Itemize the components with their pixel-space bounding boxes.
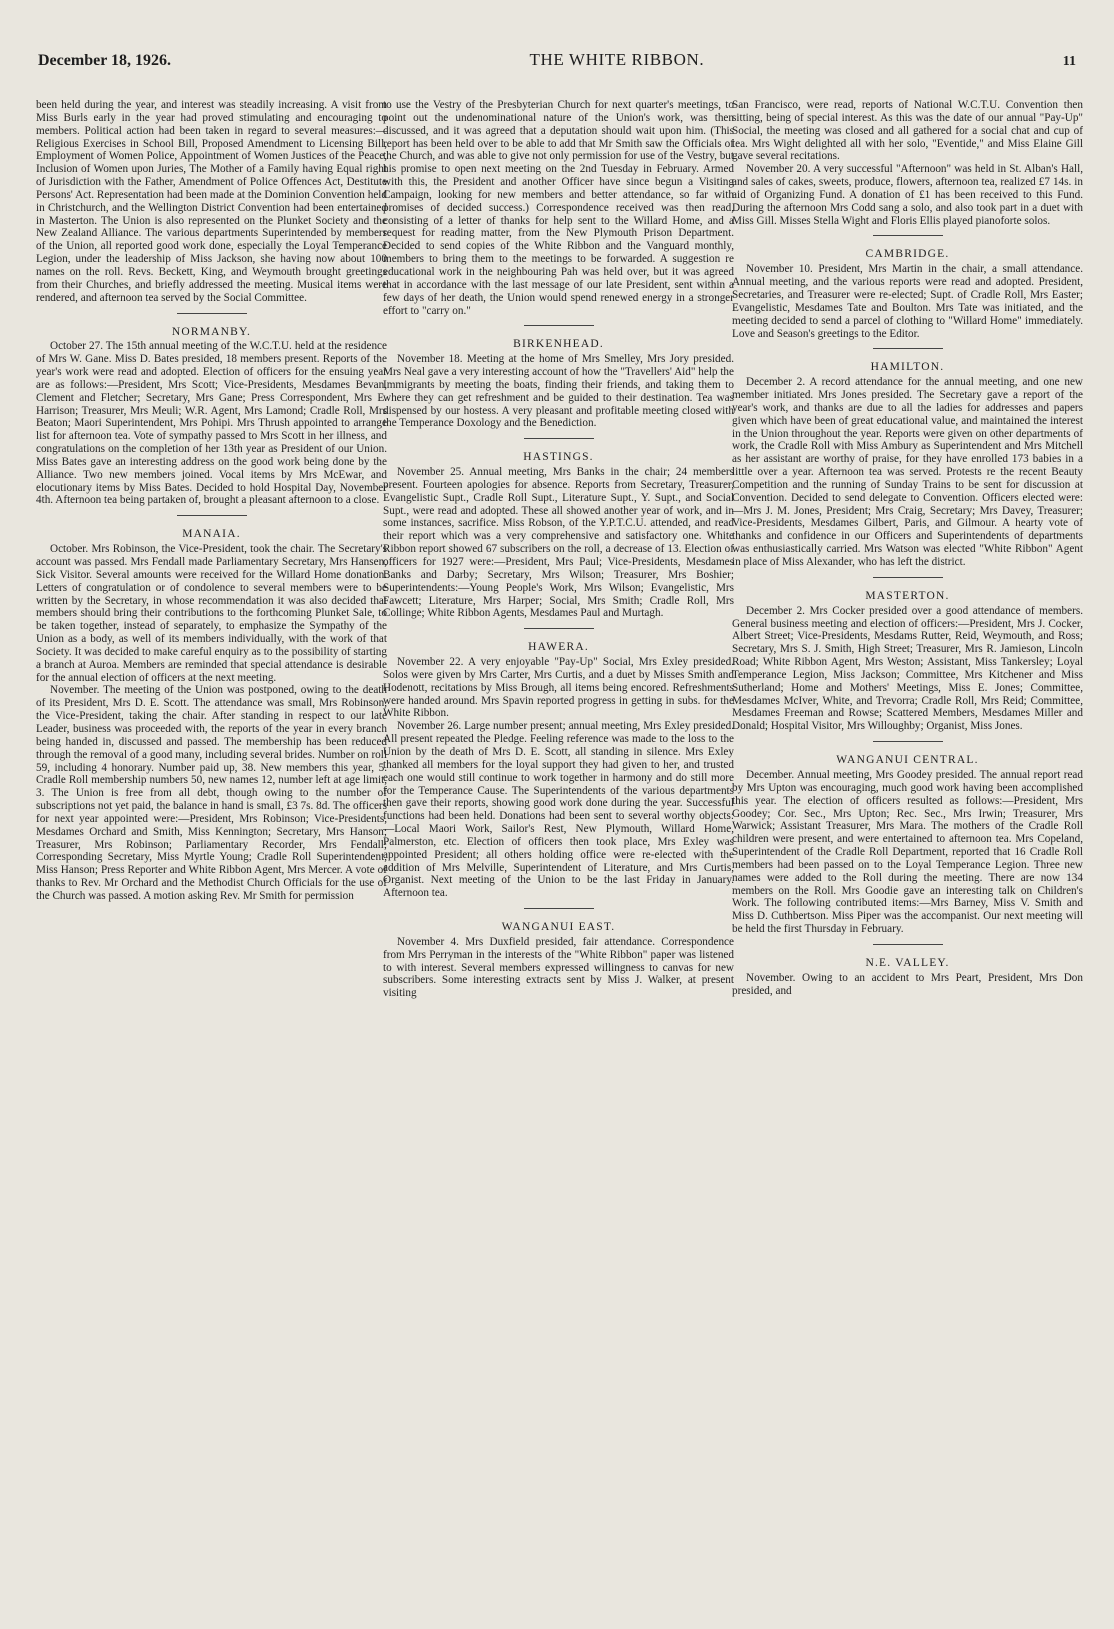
report-birkenhead: November 18. Meeting at the home of Mrs Smelley, Mrs Jory presided. Mrs Neal gave a very interesting account of how the "Travellers' Aid" help the Immigrants by meeting the boats, finding their friends, and taking them to where they can get refreshment and be guided to their destination. Tea was dispensed by our hostess. A very pleasant and profitable meeting closed with the Temperance Doxology and the Benediction.: [383, 353, 734, 430]
column-3: [732, 99, 1083, 1599]
section-divider: [873, 235, 943, 236]
report-wanganui-east-november: November 20. A very successful "Afternoon" was held in St. Alban's Hall, and sales of cakes, sweets, produce, flowers, afternoon tea, realized £7 14s. in aid of Organizing Fund. A donation of £1 has been received to this Fund. During the afternoon Mrs Codd sang a solo, and also took part in a duet with Miss Gill. Misses Stella Wight and Floris Ellis played pianoforte solos.: [732, 163, 1083, 227]
section-divider: [524, 908, 594, 909]
section-heading-normanby: NORMANBY.: [171, 325, 252, 338]
report-cambridge: November 10. President, Mrs Martin in the chair, a small attendance. Annual meeting, and the various reports were read and adopted. President, Secretaries, and Treasurer were re-elected; Supt. of Cradle Roll, Mrs Easter; Evangelistic, Mesdames Tate and Boulton. Mrs Tate was initiated, and the meeting decided to send a parcel of clothing to "Willard Home" immediately. Love and Season's greetings to the Editor.: [732, 263, 1083, 340]
report-wanganui-central: December. Annual meeting, Mrs Goodey presided. The annual report read by Mrs Upton was encouraging, much good work having been accomplished this year. The election of officers resulted as follows:—President, Mrs Goodey; Cor. Sec., Mrs Upton; Rec. Sec., Mrs Irwin; Treasurer, Mrs Warwick; Assistant Treasurer, Mrs Mara. The mothers of the Cradle Roll children were present, and were entertained to afternoon tea. Mrs Copeland, Superintendent of the Cradle Roll Department, reported that 16 Cradle Roll members had been passed on to the Loyal Temperance Legion. Three new names were added to the Roll during the meeting. There are now 134 members on the Roll. Mrs Goodie gave an interesting talk on Children's Work. The following contributed items:—Mrs Barney, Miss V. Smith and Miss D. Cuthbertson. Miss Piper was the accompanist. Our next meeting will be held the first Thursday in February.: [732, 768, 1083, 936]
section-heading-masterton: MASTERTON.: [865, 589, 950, 602]
section-heading-manaia: MANAIA.: [182, 528, 241, 541]
section-heading-wanganui-central: WANGANUI CENTRAL.: [836, 754, 979, 767]
section-heading-wanganui-east: WANGANUI EAST.: [501, 921, 616, 934]
section-divider: [524, 325, 594, 326]
column-1: [36, 99, 387, 1599]
continued-report: been held during the year, and interest was steadily increasing. A visit from Miss Burls early in the year had proved stimulating and encouraging to members. Political action had been taken in regard to several measures:—Religious Exercises in School Bill, Proposed Amendment to Licensing Bill, Employment of Women Police, Appointment of Women Justices of the Peace, Inclusion of Women upon Juries, The Mother of a Family having Equal right of Jurisdiction with the Father, Amendment of Police Offences Act, Destitute Persons' Act. Representation had been made at the Dominion Convention held in Christchurch, and the Wellington District Convention had been entertained in Masterton. The Union is also represented on the Plunket Society and the New Zealand Alliance. The various departments Superintended by members of the Union, all reported good work done, especially the Loyal Temperance Legion, under the leadership of Miss Jackson, she having now about 100 names on the roll. Revs. Beckett, King, and Weymouth brought greetings from their Churches, and briefly addressed the meeting. Musical items were rendered, and afternoon tea served by the Social Committee.: [36, 99, 387, 304]
report-hawera-social: November 22. A very enjoyable "Pay-Up" Social, Mrs Exley presided. Solos were given by Mrs Carter, Mrs Curtis, and a duet by Misses Smith and Hodenott, recitations by Miss Brough, all items being encored. Refreshments were handed around. Mrs Spavin reported progress in getting in subs. for the White Ribbon.: [383, 656, 734, 720]
report-wanganui-east: November 4. Mrs Duxfield presided, fair attendance. Correspondence from Mrs Perryman in the interests of the "White Ribbon" paper was listened to with interest. Several members expressed willingness to canvas for new subscribers. Some interesting extracts sent by Miss J. Walker, at present visiting: [383, 935, 734, 1000]
continued-report: to use the Vestry of the Presbyterian Church for next quarter's meetings, to point out the undenominational nature of the Union's work, was then discussed, and it was agreed that a deputation should wait upon him. (This report has been held over to be able to add that Mr Smith saw the Officials of the Church, and was able to give not only permission for use of the Vestry, but his promise to open next meeting on the 2nd Tuesday in February. Armed with this, the President and another Officer have since begun a Visiting Campaign, looking for new members and better attendance, so far with promises of decided success.) Correspondence received was then read, consisting of a letter of thanks for help sent to the Willard Home, and a request for reading matter, from the New Plymouth Prison Department. Decided to send copies of the White Ribbon and the Vanguard monthly, members to bring them to the meetings to be forwarded. A suggestion re educational work in the neighbouring Pah was held over, but it was agreed that in accordance with the last message of our late President, sent within a few days of her death, the Union would spend renewed energy in a stronger effort to "carry on.": [383, 99, 734, 317]
continued-report: San Francisco, were read, reports of National W.C.T.U. Convention then sitting, being of special interest. As this was the date of our annual "Pay-Up" Social, the meeting was closed and all gathered for a social chat and cup of tea. Mrs Wight delighted all with her solo, "Eventide," and Miss Elaine Gill gave several recitations.: [732, 99, 1083, 163]
report-hastings: November 25. Annual meeting, Mrs Banks in the chair; 24 members present. Fourteen apologies for absence. Reports from Secretary, Treasurer, Evangelistic Supt., Cradle Roll Supt., Literature Supt., Y. Supt., and Social Supt., were read and adopted. These all showed another year of work, and in some instances, sacrifice. Miss Robson, of the Y.P.T.C.U. attended, and read their report which was a very comprehensive and satisfactory one. White Ribbon report showed 67 subscribers on the roll, a decrease of 13. Election of officers for 1927 were:—President, Mrs Paul; Vice-Presidents, Mesdames Banks and Darby; Secretary, Mrs Wilson; Treasurer, Mrs Boshier; Superintendents:—Young People's Work, Mrs Wilson; Evangelistic, Mrs Fawcett; Literature, Mrs Harper; Social, Mrs Smith; Cradle Roll, Mrs Collinge; White Ribbon Agents, Mesdames Paul and Murtagh.: [383, 466, 734, 620]
section-divider: [873, 944, 943, 945]
issue-date: December 18, 1926.: [38, 52, 171, 69]
section-heading-birkenhead: BIRKENHEAD.: [513, 338, 604, 351]
report-manaia-november: November. The meeting of the Union was postponed, owing to the death of its President, Mrs D. E. Scott. The attendance was small, Mrs Robinson, the Vice-President, taking the chair. After standing in respect to our late Leader, business was proceeded with, the reports of the year in every branch being handed in, discussed and passed. The membership has been reduced through the removal of a good many, including several brides. Number on roll 59, including 4 honorary. Number paid up, 38. New members this year, 5. Cradle Roll membership numbers 50, new names 12, number left at age limit, 3. The Union is free from all debt, though owing to the number of subscriptions not yet paid, the balance in hand is small, £3 7s. 8d. The officers for next year appointed were:—President, Mrs Robinson; Vice-Presidents, Mesdames Orchard and Smith, Miss Kennington; Secretary, Mrs Hanson; Treasurer, Mrs Robinson; Parliamentary Recorder, Mrs Fendall; Corresponding Secretary, Miss Myrtle Young; Cradle Roll Superintendent, Miss Hanson; Press Reporter and White Ribbon Agent, Mrs Mercer. A vote of thanks to Rev. Mr Orchard and the Methodist Church Officials for the use of the Church was passed. A motion asking Rev. Mr Smith for permission: [36, 684, 387, 902]
section-divider: [873, 741, 943, 742]
section-divider: [524, 438, 594, 439]
section-heading-cambridge: CAMBRIDGE.: [865, 248, 950, 261]
report-masterton: December 2. Mrs Cocker presided over a good attendance of members. General business meeting and election of officers:—President, Mrs J. Cocker, Albert Street; Vice-Presidents, Mesdams Rutter, Reid, Weymouth, and Ross; Secretary, Mrs S. J. Smith, High Street; Treasurer, Mrs R. Jamieson, Lincoln Road; White Ribbon Agent, Mrs Weston; Assistant, Miss Tankersley; Loyal Temperance Legion, Miss Jackson; Committee, Mrs Kitchener and Miss Sutherland; Home and Mothers' Meetings, Miss E. Jones; Committee, Mesdames McIver, White, and Trevorra; Cradle Roll, Mrs Reid; Committee, Mesdames Freeman and Rowse; Scattered Members, Mesdames Miller and Donald; Hospital Visitor, Mrs Willoughby; Organist, Miss Jones.: [732, 604, 1083, 733]
section-divider: [873, 348, 943, 349]
report-manaia-october: October. Mrs Robinson, the Vice-President, took the chair. The Secretary's account was passed. Mrs Fendall made Parliamentary Secretary, Mrs Hansen, Sick Visitor. Several amounts were received for the Willard Home donation. Letters of congratulation or of condolence to several members were to be written by the Secretary, in whose recommendation it was also decided that members should bring their contributions to the forthcoming Plunket Sale, to be taken together, instead of separately, to emphasize the Sympathy of the Union as a body, as well of its members individually, with the work of that Society. It was decided to make careful enquiry as to the possibility of starting a branch at Auroa. Members are reminded that special attendance is desirable for the annual election of officers at the next meeting.: [36, 543, 387, 684]
page-number: 11: [1062, 54, 1076, 69]
section-heading-hastings: HASTINGS.: [523, 451, 594, 464]
section-divider: [873, 577, 943, 578]
section-heading-hawera: HAWERA.: [528, 641, 589, 654]
section-heading-ne-valley: N.E. VALLEY.: [865, 956, 950, 969]
report-ne-valley: November. Owing to an accident to Mrs Peart, President, Mrs Don presided, and: [732, 971, 1083, 997]
section-divider: [177, 313, 247, 314]
report-normanby: October 27. The 15th annual meeting of the W.C.T.U. held at the residence of Mrs W. Gane. Miss D. Bates presided, 18 members present. Reports of the year's work were read and adopted. Election of officers for the ensuing year are as follows:—President, Mrs Scott; Vice-Presidents, Mesdames Bevan, Clement and Fletcher; Secretary, Mrs Gane; Press Correspondent, Mrs E. Harrison; Treasurer, Mrs Meuli; W.R. Agent, Mrs Lamond; Cradle Roll, Mrs Beaton; Maori Superintendent, Mrs Pohipi. Mrs Thrush appointed to arrange list for afternoon tea. Vote of sympathy passed to Mrs Scott in her illness, and congratulations on the completion of her 13th year as President of our Union. Miss Bates gave an interesting address on the good work being done by the Alliance. Two new members joined. Vocal items by Mrs McEwar, and elocutionary items by Miss Bates. Decided to hold Hospital Day, November 4th. Afternoon tea being partaken of, brought a pleasant afternoon to a close.: [36, 340, 387, 507]
publication-title: THE WHITE RIBBON.: [529, 50, 705, 69]
column-2: [383, 99, 734, 1599]
page-header: [38, 50, 1076, 74]
section-divider: [177, 515, 247, 516]
report-hawera-annual: November 26. Large number present; annual meeting, Mrs Exley presided. All present repeated the Pledge. Feeling reference was made to the loss to the Union by the death of Mrs D. E. Scott, all standing in silence. Mrs Exley thanked all members for the loyal support they had given to her, and trusted each one would still continue to work together in harmony and do still more for the Temperance Cause. The Superintendents of the various departments then gave their reports, showing good work done during the year. Successful functions had been held. Donations had been sent to several worthy objects:—Local Maori Work, Sailor's Rest, New Plymouth, Willard Home, Palmerston, etc. Election of officers then took place, Mrs Exley was appointed President; all others holding office were re-elected with the addition of Mrs Melville, Superintendent of Literature, and Mrs Curtis, Organist. Next meeting of the Union to be the last Friday in January. Afternoon tea.: [383, 720, 734, 900]
section-heading-hamilton: HAMILTON.: [870, 361, 945, 374]
section-divider: [524, 628, 594, 629]
report-hamilton: December 2. A record attendance for the annual meeting, and one new member initiated. Mrs Jones presided. The Secretary gave a report of the year's work, and thanks are due to all the ladies for addresses and papers given which have been of great educational value, and maintained the interest in the Union throughout the year. Reports were given on other departments of work, the Cradle Roll with Miss Ambury as Superintendent and Mrs Mitchell as her assistant are worthy of praise, for they have enrolled 173 babies in a little over a year. Afternoon tea was served. Protests re the recent Beauty Competition and the running of Sunday Trains to be sent for discussion at Convention. Decided to send delegate to Convention. Officers elected were:—Mrs J. M. Jones, President; Mrs Craig, Secretary; Mrs Davey, Treasurer; Vice-Presidents, Mesdames Gilbert, Paris, and Gilmour. A hearty vote of thanks and confidence in our Officers and Superintendents of departments was enthusiastically carried. Mrs Watson was elected "White Ribbon" Agent in place of Miss Alexander, who has left the district.: [732, 376, 1083, 568]
